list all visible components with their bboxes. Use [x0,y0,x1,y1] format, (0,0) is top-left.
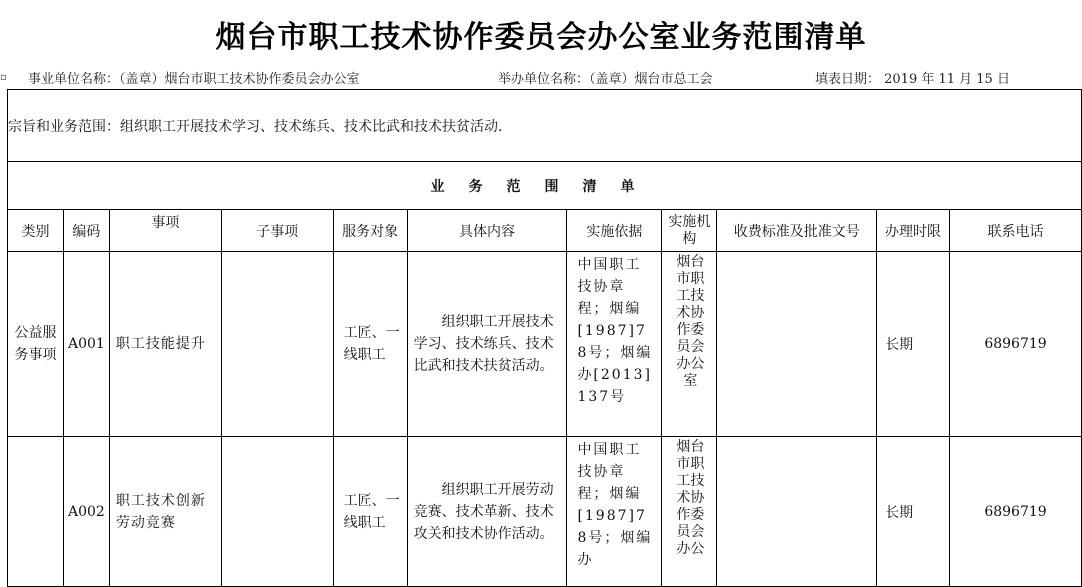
header-target: 服务对象 [333,210,407,252]
code-cell: A002 [63,437,109,587]
basis-cell: 中国职工技协章程；烟编[1987]78号；烟编办 [567,437,662,587]
phone-cell: 6896719 [950,252,1082,437]
header-phone: 联系电话 [950,210,1082,252]
category-cell: 公益服务事项 [8,252,64,437]
table-row [8,252,1082,437]
phone-cell: 6896719 [950,437,1082,587]
target-cell: 工匠、一线职工 [333,437,407,587]
section-title: 业务范围清单 [8,162,1082,210]
header-fee: 收费标准及批准文号 [717,210,877,252]
category-cell-empty [8,437,64,587]
header-basis: 实施依据 [567,210,662,252]
fill-date: 填表日期： 2019 年 11 月 15 日 [815,72,1010,87]
cell-marker-icon: ▫ [0,72,7,83]
item-cell: 职工技术创新劳动竞赛 [109,437,221,587]
business-scope-table [7,89,1082,587]
header-code: 编码 [63,210,109,252]
document-title: 烟台市职工技术协作委员会办公室业务范围清单 [215,20,867,55]
time-limit-cell: 长期 [877,252,950,437]
header-subitem: 子事项 [221,210,333,252]
time-limit-cell: 长期 [877,437,950,587]
content-cell: 组织职工开展技术学习、技术练兵、技术比武和技术扶贫活动。 [407,252,567,437]
purpose-row [8,90,1082,162]
agency-cell: 烟台市职工技术协作委员会办公 [662,437,717,587]
basis-cell: 中国职工技协章程；烟编[1987]78号；烟编办[2013]137号 [567,252,662,437]
target-cell: 工匠、一线职工 [333,252,407,437]
sponsor-name: 举办单位名称：（盖章）烟台市总工会 [498,72,713,87]
table-row [8,437,1082,587]
fee-cell [717,437,877,587]
unit-name: 事业单位名称：（盖章）烟台市职工技术协作委员会办公室 [28,72,360,87]
fee-cell [717,252,877,437]
subitem-cell [221,437,333,587]
code-cell: A001 [63,252,109,437]
header-agency: 实施机构 [662,210,717,252]
header-row [8,210,1082,252]
item-cell: 职工技能提升 [109,252,221,437]
header-time-limit: 办理时限 [877,210,950,252]
purpose-text: 宗旨和业务范围：组织职工开展技术学习、技术练兵、技术比武和技术扶贫活动. [8,90,1082,162]
header-category: 类别 [8,210,64,252]
header-item: 事项 [109,210,221,252]
header-content: 具体内容 [407,210,567,252]
content-cell: 组织职工开展劳动竞赛、技术革新、技术攻关和技术协作活动。 [407,437,567,587]
section-row [8,162,1082,210]
agency-cell: 烟台市职工技术协作委员会办公室 [662,252,717,437]
subitem-cell [221,252,333,437]
